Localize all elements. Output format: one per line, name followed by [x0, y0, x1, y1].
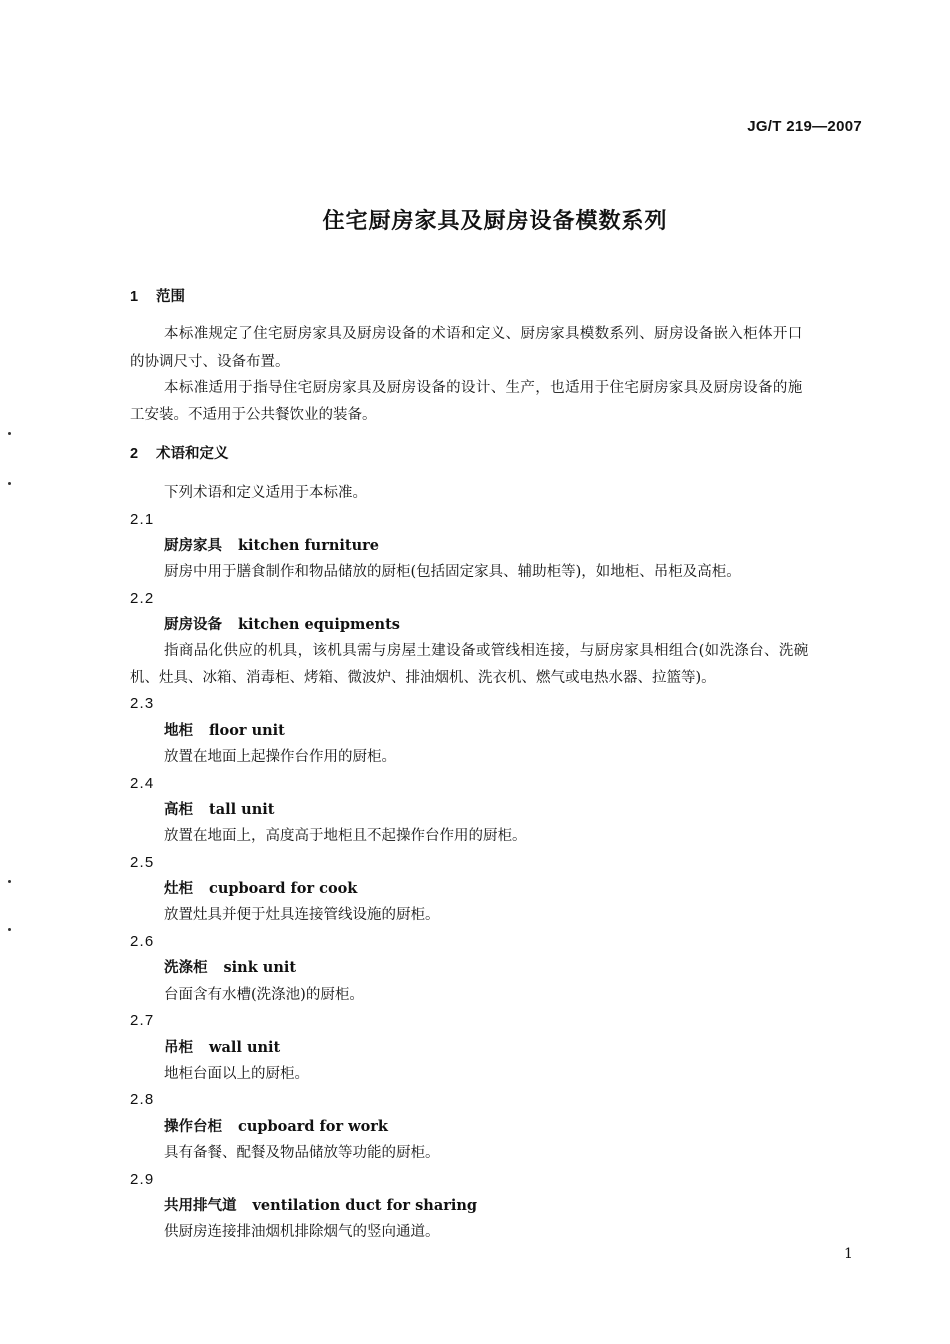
- term-english: tall unit: [209, 801, 275, 818]
- clause-number: 2.5: [130, 854, 155, 871]
- term-chinese: 厨房设备: [164, 617, 222, 633]
- term-definition: 机、灶具、冰箱、消毒柜、烤箱、微波炉、排油烟机、洗衣机、燃气或电热水器、拉篮等)。: [130, 670, 716, 686]
- term-chinese: 共用排气道: [164, 1198, 237, 1214]
- paragraph-line: 本标准适用于指导住宅厨房家具及厨房设备的设计、生产，也适用于住宅厨房家具及厨房设备的施: [164, 380, 803, 396]
- paragraph-line: 工安装。不适用于公共餐饮业的装备。: [130, 407, 377, 423]
- clause-number: 2.9: [130, 1171, 155, 1188]
- term-definition: 台面含有水槽(洗涤池)的厨柜。: [164, 987, 364, 1003]
- term-english: cupboard for work: [238, 1118, 388, 1135]
- term-entry: [164, 1196, 477, 1216]
- section-intro: 下列术语和定义适用于本标准。: [164, 485, 367, 501]
- term-definition: 放置在地面上，高度高于地柜且不起操作台作用的厨柜。: [164, 828, 527, 844]
- section-2-heading: [130, 444, 229, 464]
- term-english: kitchen equipments: [238, 616, 400, 633]
- term-definition: 具有备餐、配餐及物品储放等功能的厨柜。: [164, 1145, 440, 1161]
- term-entry: [164, 879, 357, 899]
- clause-number: 2.1: [130, 511, 155, 528]
- clause-number: 2.3: [130, 695, 155, 712]
- clause-number: 2.4: [130, 775, 155, 792]
- term-chinese: 厨房家具: [164, 538, 222, 554]
- term-english: sink unit: [223, 959, 297, 976]
- standard-code: JG/T 219—2007: [747, 118, 862, 135]
- term-definition: 厨房中用于膳食制作和物品储放的厨柜(包括固定家具、辅助柜等)，如地柜、吊柜及高柜。: [164, 564, 741, 580]
- term-english: ventilation duct for sharing: [252, 1197, 478, 1214]
- term-chinese: 高柜: [164, 802, 193, 818]
- clause-number: 2.6: [130, 933, 155, 950]
- term-english: floor unit: [209, 722, 285, 739]
- term-definition: 指商品化供应的机具，该机具需与房屋土建设备或管线相连接，与厨房家具相组合(如洗涤台、洗碗: [164, 643, 809, 659]
- section-1-heading: [130, 287, 185, 307]
- scan-speck: [8, 482, 11, 485]
- term-entry: [164, 958, 296, 978]
- term-chinese: 吊柜: [164, 1040, 193, 1056]
- term-entry: [164, 800, 274, 820]
- term-english: wall unit: [209, 1039, 281, 1056]
- document-title: 住宅厨房家具及厨房设备模数系列: [322, 209, 668, 234]
- clause-number: 2.8: [130, 1091, 155, 1108]
- section-title: 范围: [156, 289, 185, 305]
- term-definition: 放置灶具并便于灶具连接管线设施的厨柜。: [164, 907, 440, 923]
- term-entry: [164, 1117, 388, 1137]
- term-chinese: 操作台柜: [164, 1119, 222, 1135]
- clause-number: 2.7: [130, 1012, 155, 1029]
- scan-speck: [8, 880, 11, 883]
- scan-speck: [8, 928, 11, 931]
- term-entry: [164, 721, 285, 741]
- page-number: 1: [844, 1246, 853, 1262]
- section-number: 2: [130, 446, 139, 462]
- paragraph-line: 的协调尺寸、设备布置。: [130, 354, 290, 370]
- term-entry: [164, 615, 400, 635]
- term-english: kitchen furniture: [238, 537, 380, 554]
- term-definition: 地柜台面以上的厨柜。: [164, 1066, 309, 1082]
- section-title: 术语和定义: [156, 446, 229, 462]
- term-definition: 放置在地面上起操作台作用的厨柜。: [164, 749, 396, 765]
- section-number: 1: [130, 289, 139, 305]
- term-chinese: 灶柜: [164, 881, 193, 897]
- term-chinese: 洗涤柜: [164, 960, 208, 976]
- term-entry: [164, 1038, 280, 1058]
- term-english: cupboard for cook: [209, 880, 358, 897]
- term-definition: 供厨房连接排油烟机排除烟气的竖向通道。: [164, 1224, 440, 1240]
- term-entry: [164, 536, 379, 556]
- paragraph-line: 本标准规定了住宅厨房家具及厨房设备的术语和定义、厨房家具模数系列、厨房设备嵌入柜体开口: [164, 326, 803, 342]
- scan-speck: [8, 432, 11, 435]
- clause-number: 2.2: [130, 590, 155, 607]
- term-chinese: 地柜: [164, 723, 193, 739]
